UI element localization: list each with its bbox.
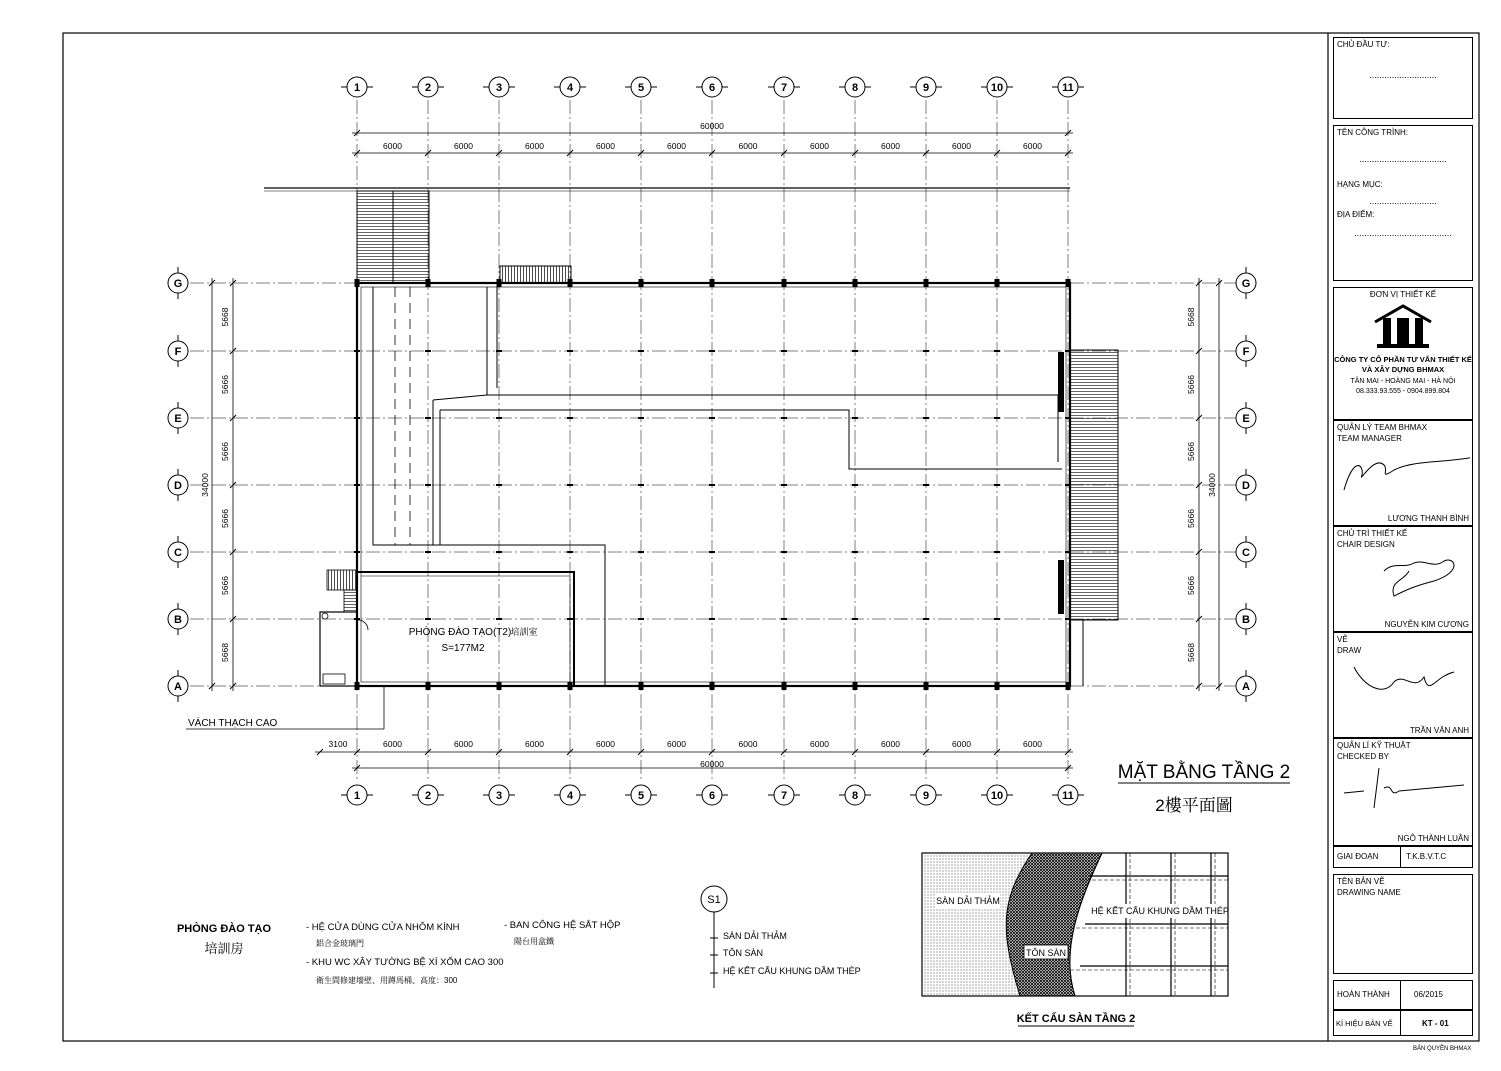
floor-structure-detail xyxy=(922,853,1228,996)
manager-signature xyxy=(1334,445,1470,495)
label-carpet: SÀN DẢI THẢM xyxy=(936,896,1000,906)
dim-bottom-span: 6000 xyxy=(952,739,971,749)
grid-bubble-label: 9 xyxy=(922,82,930,94)
manager-label-en: TEAM MANAGER xyxy=(1337,434,1402,443)
dim-right-span: 5666 xyxy=(1186,375,1196,394)
dim-top-span: 6000 xyxy=(1023,141,1042,151)
grid-bubble-label: 2 xyxy=(424,82,432,94)
grid-bubble-label: 8 xyxy=(851,82,859,94)
chair-signature xyxy=(1334,551,1470,601)
manager-name: LƯƠNG THANH BÌNH xyxy=(1387,514,1469,523)
dim-top-span: 6000 xyxy=(952,141,971,151)
grid-bubble-label: 8 xyxy=(851,790,859,802)
dim-bottom-span: 6000 xyxy=(525,739,544,749)
project-dots: ................................... xyxy=(1359,154,1447,164)
chair-label-en: CHAIR DESIGN xyxy=(1337,540,1395,549)
dim-top-span: 6000 xyxy=(454,141,473,151)
manager-label-vi: QUẢN LÝ TEAM BHMAX xyxy=(1337,423,1428,432)
completed-cell xyxy=(1333,980,1473,1010)
dim-bottom-span: 6000 xyxy=(667,739,686,749)
grid-bubble-label: C xyxy=(174,547,182,559)
dim-bottom-span: 6000 xyxy=(596,739,615,749)
grid-bubble-label: E xyxy=(174,413,182,425)
room-name: PHÒNG ĐÀO TẠO(T2) xyxy=(408,627,512,638)
draw-cell xyxy=(1333,632,1473,738)
grid-bubble-label: 1 xyxy=(353,82,361,94)
dim-top-span: 6000 xyxy=(525,141,544,151)
draw-label-vi: VẼ xyxy=(1337,635,1348,644)
label-frame: HỆ KẾT CẤU KHUNG DẦM THÉP xyxy=(1091,906,1229,916)
dim-bottom-total: 60000 xyxy=(700,759,724,769)
partition-label: VÁCH THẠCH CAO xyxy=(188,718,278,729)
company-address: TÂN MAI - HOÀNG MAI - HÀ NỘI xyxy=(1350,378,1456,385)
grid-bubble-label: G xyxy=(173,278,183,290)
project-cell xyxy=(1333,125,1473,281)
dim-top-span: 6000 xyxy=(383,141,402,151)
column-post xyxy=(1066,279,1071,287)
dim-right-total: 34000 xyxy=(1207,473,1217,497)
company-phone: 08.333.93.555 - 0904.899.804 xyxy=(1356,388,1450,395)
plan-title: MẶT BẰNG TẦNG 2 xyxy=(1117,762,1291,783)
dim-bottom-span: 6000 xyxy=(738,739,758,749)
column-post xyxy=(853,682,858,690)
section-layer-1: SÀN DẢI THẢM xyxy=(723,931,787,941)
wc-block xyxy=(320,612,357,686)
manager-cell xyxy=(1333,420,1473,526)
column-post xyxy=(1066,682,1071,690)
grid-bubble-label: C xyxy=(1242,547,1250,559)
dim-top-span: 6000 xyxy=(596,141,615,151)
check-name: NGÔ THÀNH LUÂN xyxy=(1397,834,1469,843)
grid-bubble-label: 4 xyxy=(566,790,574,802)
dim-left-span: 5666 xyxy=(220,442,230,461)
sheet-border xyxy=(63,33,1479,1041)
grid-bubble-label: 7 xyxy=(780,82,788,94)
dim-left-span: 5668 xyxy=(220,643,230,662)
grid-bubble-label: B xyxy=(174,614,182,626)
dim-right-span: 5666 xyxy=(1186,576,1196,595)
completed-value: 06/2015 xyxy=(1414,990,1443,999)
floor-structure-caption: KẾT CẤU SÀN TẦNG 2 xyxy=(1016,1013,1136,1025)
grid-bubble-label: F xyxy=(174,346,182,358)
dim-bottom-span: 6000 xyxy=(810,739,829,749)
notes-heading-cn: 培訓房 xyxy=(204,941,244,956)
stage-label: GIAI ĐOẠN xyxy=(1337,852,1379,861)
grid-bubble-label: D xyxy=(174,480,182,492)
column-post xyxy=(853,279,858,287)
dimension-top xyxy=(352,121,1073,156)
dimension-bottom xyxy=(315,739,1073,771)
note-item-2-cn: 衛生間修建墻壁、用蹲馬桶、高度：300 xyxy=(316,976,458,985)
code-cell xyxy=(1333,1010,1473,1036)
grid-bubble-label: 7 xyxy=(780,790,788,802)
item-label: HẠNG MỤC: xyxy=(1337,180,1383,189)
section-layer-2: TÔN SÀN xyxy=(723,948,764,958)
dim-right-span: 5668 xyxy=(1186,643,1196,662)
column-post xyxy=(995,279,1000,287)
balcony-right xyxy=(1070,350,1118,620)
design-unit-cell xyxy=(1333,287,1473,420)
drawing-name-label-en: DRAWING NAME xyxy=(1337,888,1401,897)
dim-top-span: 6000 xyxy=(667,141,686,151)
grid-bubble-label: 9 xyxy=(922,790,930,802)
grid-bubble-label: 10 xyxy=(990,82,1004,94)
grid-bubble-label: 11 xyxy=(1062,790,1074,802)
completed-label: HOÀN THÀNH xyxy=(1337,990,1390,999)
column-post xyxy=(710,279,715,287)
check-label-vi: QUẢN LÍ KỸ THUẬT xyxy=(1337,741,1411,750)
drawing-name-label-vi: TÊN BẢN VẼ xyxy=(1337,877,1385,886)
dim-top-span: 6000 xyxy=(810,141,829,151)
check-label-en: CHECKED BY xyxy=(1337,752,1390,761)
chair-label-vi: CHỦ TRÌ THIẾT KẾ xyxy=(1337,529,1408,538)
column-post xyxy=(924,279,929,287)
owner-cell xyxy=(1333,37,1473,119)
column-post xyxy=(710,682,715,690)
grid-bubble-label: G xyxy=(1241,278,1251,290)
plan-title-cn: 2樓平面圖 xyxy=(1155,796,1233,815)
code-label: KÍ HIỆU BẢN VẼ xyxy=(1336,1019,1393,1028)
grid-bubble-label: A xyxy=(1242,681,1250,693)
dim-left-span: 5666 xyxy=(220,375,230,394)
dim-right-span: 5666 xyxy=(1186,509,1196,528)
design-unit-label: ĐƠN VỊ THIẾT KẾ xyxy=(1369,290,1437,299)
note-item-1-cn: 鋁合金玻璃門 xyxy=(316,939,364,948)
grid-bubble-label: B xyxy=(1242,614,1250,626)
check-cell xyxy=(1333,738,1473,846)
room-name-cn: 培訓室 xyxy=(510,627,538,637)
dim-top-span: 6000 xyxy=(881,141,900,151)
grid-bubble-label: 3 xyxy=(495,790,503,802)
stage-value: T.K.B.V.T.C xyxy=(1406,852,1447,861)
draw-label-en: DRAW xyxy=(1337,646,1362,655)
drawing-name-cell xyxy=(1333,874,1473,974)
dim-top-span: 6000 xyxy=(738,141,758,151)
draw-signature xyxy=(1334,657,1470,707)
dimension-left xyxy=(200,278,236,691)
grid-bubble-label: 11 xyxy=(1062,82,1074,94)
column-post xyxy=(782,682,787,690)
draw-name: TRẦN VĂN ANH xyxy=(1409,726,1469,735)
note-item-1: - HỆ CỬA DÙNG CỬA NHÔM KÍNH xyxy=(306,922,460,933)
dim-bottom-span: 6000 xyxy=(1023,739,1042,749)
owner-label: CHỦ ĐẦU TƯ: xyxy=(1337,40,1390,49)
dim-left-span: 5666 xyxy=(220,509,230,528)
copyright: BẢN QUYỀN BHMAX xyxy=(1413,1046,1472,1052)
dimension-right xyxy=(1186,278,1222,691)
stage-cell xyxy=(1333,846,1473,868)
check-signature xyxy=(1334,763,1470,813)
notes-heading: PHÒNG ĐÀO TẠO xyxy=(176,923,272,935)
column-post xyxy=(924,682,929,690)
location-label: ĐỊA ĐIỂM: xyxy=(1337,210,1375,219)
column-post xyxy=(995,682,1000,690)
grid-bubble-label: D xyxy=(1242,480,1250,492)
company-logo xyxy=(1371,302,1435,350)
note-item-3-cn: 陽台用盒鐵 xyxy=(514,937,554,946)
grid-bubble-label: 4 xyxy=(566,82,574,94)
balcony-top xyxy=(500,266,571,283)
grid-bubble-label: 3 xyxy=(495,82,503,94)
label-deck: TÔN SÀN xyxy=(1025,948,1067,958)
dim-bottom-span: 6000 xyxy=(454,739,473,749)
project-label: TÊN CÔNG TRÌNH: xyxy=(1337,128,1408,137)
dim-bottom-first: 3100 xyxy=(328,739,348,749)
dim-bottom-span: 6000 xyxy=(383,739,402,749)
grid-bubble-label: 6 xyxy=(708,82,716,94)
dim-top-total: 60000 xyxy=(700,121,724,131)
section-layer-3: HỆ KẾT CẤU KHUNG DẦM THÉP xyxy=(723,966,861,976)
dim-left-span: 5666 xyxy=(220,576,230,595)
dim-bottom-span: 6000 xyxy=(881,739,900,749)
section-tag-label: S1 xyxy=(707,894,721,906)
grid-bubble-label: 5 xyxy=(637,82,645,94)
note-item-3: - BAN CÔNG HỆ SẮT HỘP xyxy=(504,920,621,931)
location-dots: ....................................... xyxy=(1354,228,1452,238)
company-line-1: CÔNG TY CỔ PHẦN TƯ VẤN THIẾT KẾ xyxy=(1334,355,1472,364)
grid-bubble-label: 1 xyxy=(353,790,361,802)
grid-bubble-label: 10 xyxy=(990,790,1004,802)
item-dots: ........................... xyxy=(1369,196,1437,206)
owner-dots: ........................... xyxy=(1369,70,1437,80)
grid-bubble-label: A xyxy=(174,681,182,693)
chair-cell xyxy=(1333,526,1473,632)
grid-bubble-label: E xyxy=(1242,413,1250,425)
dim-right-span: 5666 xyxy=(1186,442,1196,461)
room-area: S=177M2 xyxy=(441,643,485,654)
chair-name: NGUYỄN KIM CƯƠNG xyxy=(1384,620,1469,629)
note-item-2: - KHU WC XÂY TƯỜNG BỆ XÍ XỔM CAO 300 xyxy=(306,957,504,968)
dim-right-span: 5668 xyxy=(1186,307,1196,327)
column-post xyxy=(782,279,787,287)
column-post xyxy=(639,682,644,690)
grid-bubble-label: 6 xyxy=(708,790,716,802)
code-value: KT - 01 xyxy=(1422,1019,1449,1028)
dim-left-span: 5668 xyxy=(220,307,230,327)
company-line-2: VÀ XÂY DỰNG BHMAX xyxy=(1361,365,1445,374)
grid-bubble-label: 5 xyxy=(637,790,645,802)
dim-left-total: 34000 xyxy=(200,473,210,497)
column-post xyxy=(639,279,644,287)
grid-bubble-label: 2 xyxy=(424,790,432,802)
grid-bubble-label: F xyxy=(1242,346,1250,358)
